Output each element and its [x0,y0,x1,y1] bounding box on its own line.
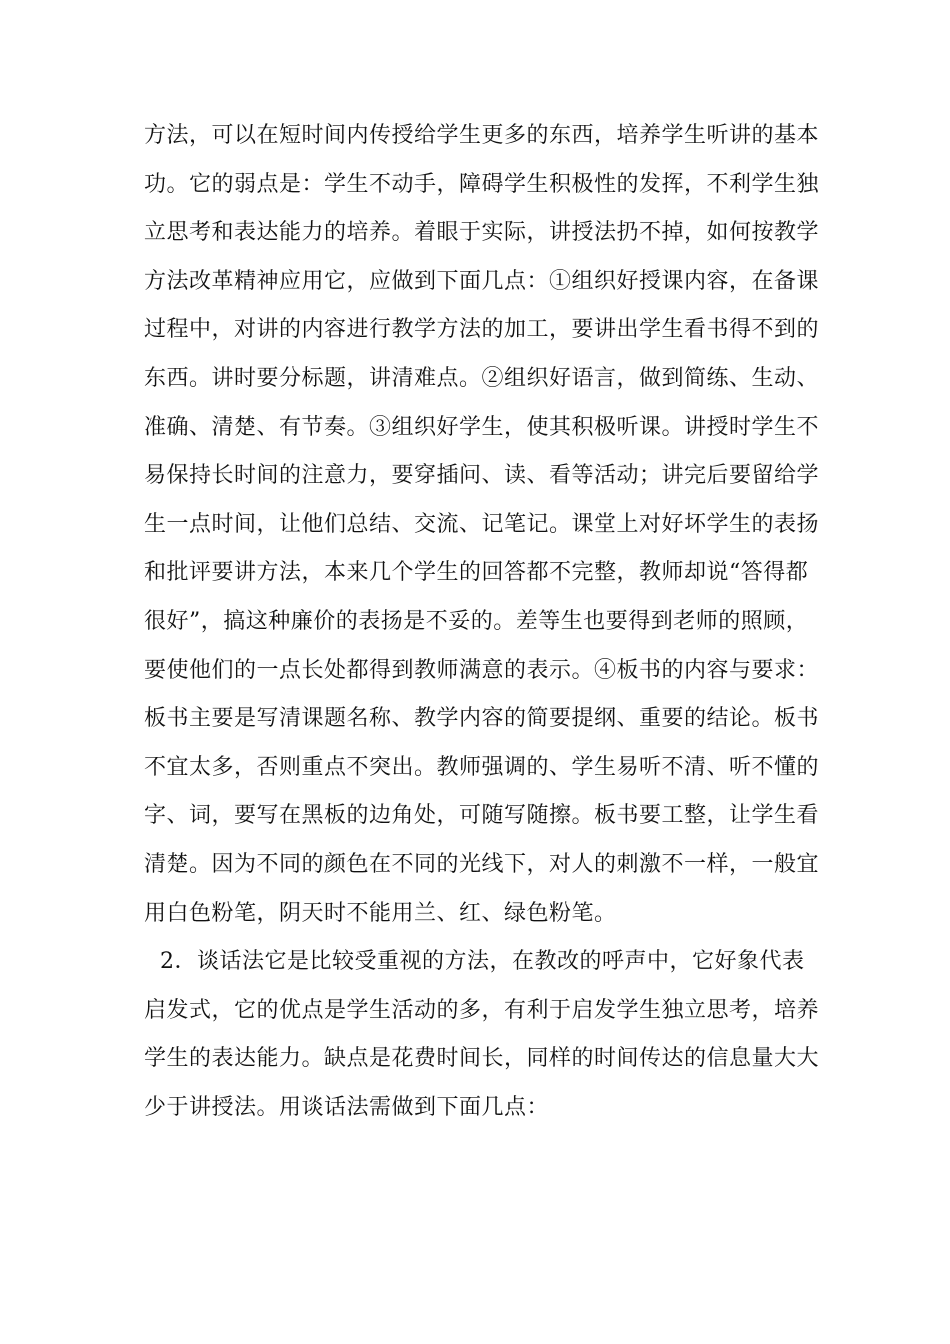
text-line: 易保持长时间的注意力，要穿插问、读、看等活动；讲完后要留给学 [144,463,820,489]
text-line: 不宜太多，否则重点不突出。教师强调的、学生易听不清、听不懂的 [144,754,820,780]
text-line: 东西。讲时要分标题，讲清难点。②组织好语言，做到简练、生动、 [144,365,820,391]
text-line: 立思考和表达能力的培养。着眼于实际，讲授法扔不掉，如何按教学 [144,220,820,246]
document-body [144,112,820,1132]
text-line: 用白色粉笔，阴天时不能用兰、红、绿色粉笔。 [144,900,617,926]
text-line: 功。它的弱点是：学生不动手，障碍学生积极性的发挥，不利学生独 [144,171,820,197]
text-line: 少于讲授法。用谈话法需做到下面几点： [144,1094,550,1120]
text-line: 方法，可以在短时间内传授给学生更多的东西，培养学生听讲的基本 [144,123,820,148]
paragraph-lecture-method [144,112,820,938]
text-line: 2．谈话法它是比较受重视的方法，在教改的呼声中，它好象代表 [160,949,805,975]
text-line: 准确、清楚、有节奏。③组织好学生，使其积极听课。讲授时学生不 [144,414,820,440]
text-line: 很好”，搞这种廉价的表扬是不妥的。差等生也要得到老师的照顾， [144,608,809,634]
text-line: 方法改革精神应用它，应做到下面几点：①组织好授课内容，在备课 [144,268,820,294]
text-line: 要使他们的一点长处都得到教师满意的表示。④板书的内容与要求： [144,657,820,683]
text-line: 学生的表达能力。缺点是花费时间长，同样的时间传达的信息量大大 [144,1046,820,1072]
text-line: 和批评要讲方法，本来几个学生的回答都不完整，教师却说“答得都 [144,560,809,586]
text-line: 过程中，对讲的内容进行教学方法的加工，要讲出学生看书得不到的 [144,317,820,343]
text-line: 启发式，它的优点是学生活动的多，有利于启发学生独立思考，培养 [144,997,820,1023]
text-line: 板书主要是写清课题名称、教学内容的简要提纲、重要的结论。板书 [144,706,820,732]
text-line: 清楚。因为不同的颜色在不同的光线下，对人的刺激不一样，一般宜 [144,851,820,877]
text-line: 生一点时间，让他们总结、交流、记笔记。课堂上对好坏学生的表扬 [144,511,820,537]
paragraph-discussion-method [144,938,820,1132]
text-line: 字、词，要写在黑板的边角处，可随写随擦。板书要工整，让学生看 [144,803,820,829]
